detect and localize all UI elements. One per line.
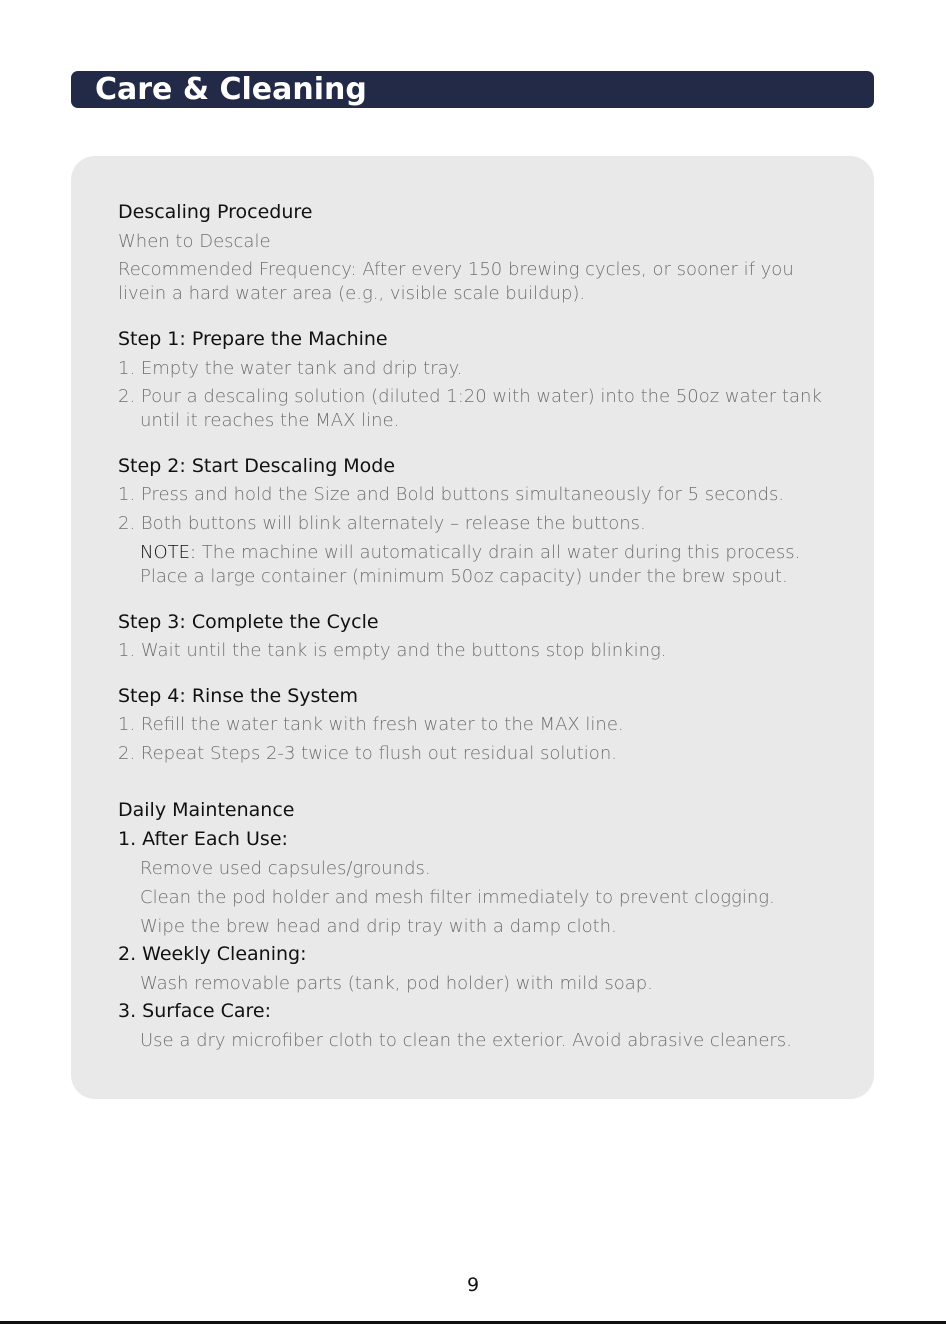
weekly-cleaning-title: 2. Weekly Cleaning:: [118, 943, 307, 965]
after-each-use-line-1: Remove used capsules/grounds.: [140, 858, 431, 879]
step2-note: [140, 542, 800, 563]
after-each-use-title: 1. After Each Use:: [118, 828, 288, 850]
step2-item-1: 1. Press and hold the Size and Bold buttons simultaneously for 5 seconds.: [118, 484, 785, 505]
section-title: Care & Cleaning: [95, 72, 367, 107]
frequency-line-1: Recommended Frequency: After every 150 brewing cycles, or sooner if you: [118, 259, 794, 280]
when-to-descale: When to Descale: [118, 231, 271, 252]
page-number: 9: [466, 1274, 480, 1296]
step4-title: Step 4: Rinse the System: [118, 685, 359, 707]
descaling-heading: Descaling Procedure: [118, 201, 313, 223]
step1-item-1: 1. Empty the water tank and drip tray.: [118, 358, 463, 379]
step2-title: Step 2: Start Descaling Mode: [118, 455, 396, 477]
step3-item-1: 1. Wait until the tank is empty and the buttons stop blinking.: [118, 640, 667, 661]
step2-item-2: 2. Both buttons will blink alternately – release the buttons.: [118, 513, 646, 534]
note-line-1: The machine will automatically drain all water during this process.: [196, 542, 801, 563]
after-each-use-line-3: Wipe the brew head and drip tray with a damp cloth.: [140, 916, 617, 937]
weekly-cleaning-line-1: Wash removable parts (tank, pod holder) with mild soap.: [140, 973, 653, 994]
section-header-bar: [71, 71, 874, 108]
step1-title: Step 1: Prepare the Machine: [118, 328, 388, 350]
step4-item-1: 1. Refill the water tank with fresh water to the MAX line.: [118, 714, 624, 735]
note-label: NOTE:: [140, 542, 197, 563]
note-line-2: Place a large container (minimum 50oz capacity) under the brew spout.: [140, 566, 788, 587]
surface-care-title: 3. Surface Care:: [118, 1000, 271, 1022]
surface-care-line-1: Use a dry microfiber cloth to clean the exterior. Avoid abrasive cleaners.: [140, 1030, 792, 1051]
daily-heading: Daily Maintenance: [118, 799, 295, 821]
step1-item-2-line-2: until it reaches the MAX line.: [140, 410, 400, 431]
after-each-use-line-2: Clean the pod holder and mesh filter immediately to prevent clogging.: [140, 887, 775, 908]
frequency-line-2: livein a hard water area (e.g., visible scale buildup).: [118, 283, 586, 304]
step4-item-2: 2. Repeat Steps 2-3 twice to flush out residual solution.: [118, 743, 617, 764]
step1-item-2-line-1: 2. Pour a descaling solution (diluted 1:20 with water) into the 50oz water tank: [118, 386, 822, 407]
step3-title: Step 3: Complete the Cycle: [118, 611, 379, 633]
